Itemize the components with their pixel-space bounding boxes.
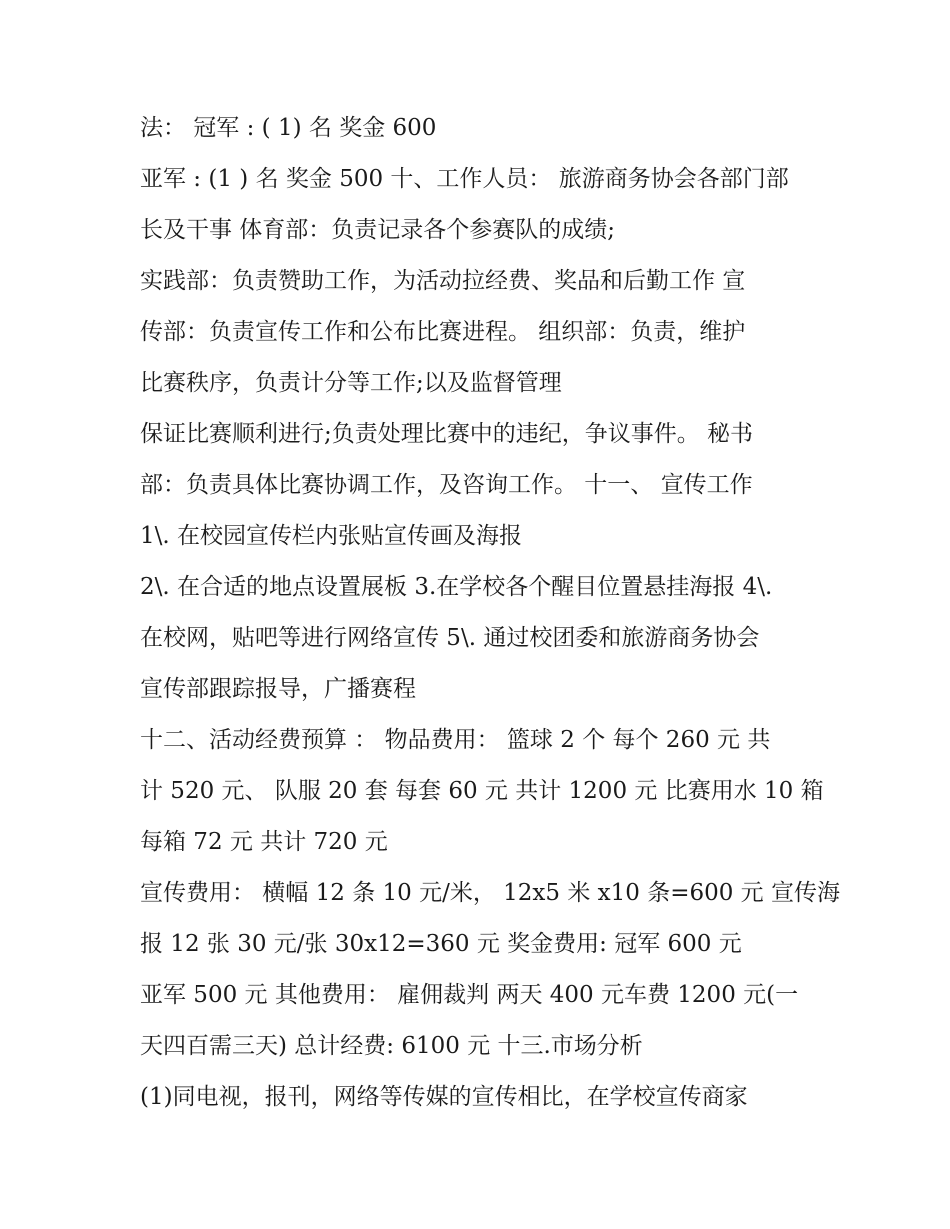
text-line-10: 2\. 在合适的地点设置展板 3.在学校各个醒目位置悬挂海报 4\. bbox=[140, 574, 773, 600]
text-line-2: 亚军 : (1 ) 名 奖金 500 十、工作人员： 旅游商务协会各部门部 bbox=[140, 166, 789, 192]
text-line-4: 实践部：负责赞助工作，为活动拉经费、奖品和后勤工作 宣 bbox=[140, 268, 746, 294]
text-line-11: 在校网，贴吧等进行网络宣传 5\. 通过校团委和旅游商务协会 bbox=[140, 625, 760, 651]
text-line-9: 1\. 在校园宣传栏内张贴宣传画及海报 bbox=[140, 523, 523, 549]
text-line-3: 长及干事 体育部：负责记录各个参赛队的成绩; bbox=[140, 217, 616, 243]
text-line-15: 每箱 72 元 共计 720 元 bbox=[140, 829, 388, 855]
text-line-13: 十二、活动经费预算 ： 物品费用： 篮球 2 个 每个 260 元 共 bbox=[140, 727, 771, 753]
text-line-7: 保证比赛顺利进行;负责处理比赛中的违纪，争议事件。 秘书 bbox=[140, 421, 754, 447]
text-line-20: (1)同电视，报刊，网络等传媒的宣传相比，在学校宣传商家 bbox=[140, 1084, 748, 1110]
text-line-1: 法： 冠军 : ( 1) 名 奖金 600 bbox=[140, 115, 437, 141]
text-line-16: 宣传费用： 横幅 12 条 10 元/米， 12x5 米 x10 条=600 元 宣传海 bbox=[140, 880, 840, 906]
text-line-6: 比赛秩序，负责计分等工作;以及监督管理 bbox=[140, 370, 562, 396]
text-line-14: 计 520 元、 队服 20 套 每套 60 元 共计 1200 元 比赛用水 10 箱 bbox=[140, 778, 824, 804]
text-line-12: 宣传部跟踪报导，广播赛程 bbox=[140, 676, 416, 702]
text-line-19: 天四百需三天) 总计经费: 6100 元 十三.市场分析 bbox=[140, 1033, 643, 1059]
text-line-8: 部：负责具体比赛协调工作，及咨询工作。 十一、 宣传工作 bbox=[140, 472, 753, 498]
text-line-5: 传部：负责宣传工作和公布比赛进程。 组织部：负责，维护 bbox=[140, 319, 746, 345]
text-line-17: 报 12 张 30 元/张 30x12=360 元 奖金费用: 冠军 600 元 bbox=[140, 931, 742, 957]
text-line-18: 亚军 500 元 其他费用： 雇佣裁判 两天 400 元车费 1200 元(一 bbox=[140, 982, 799, 1008]
document-body bbox=[140, 103, 840, 1123]
